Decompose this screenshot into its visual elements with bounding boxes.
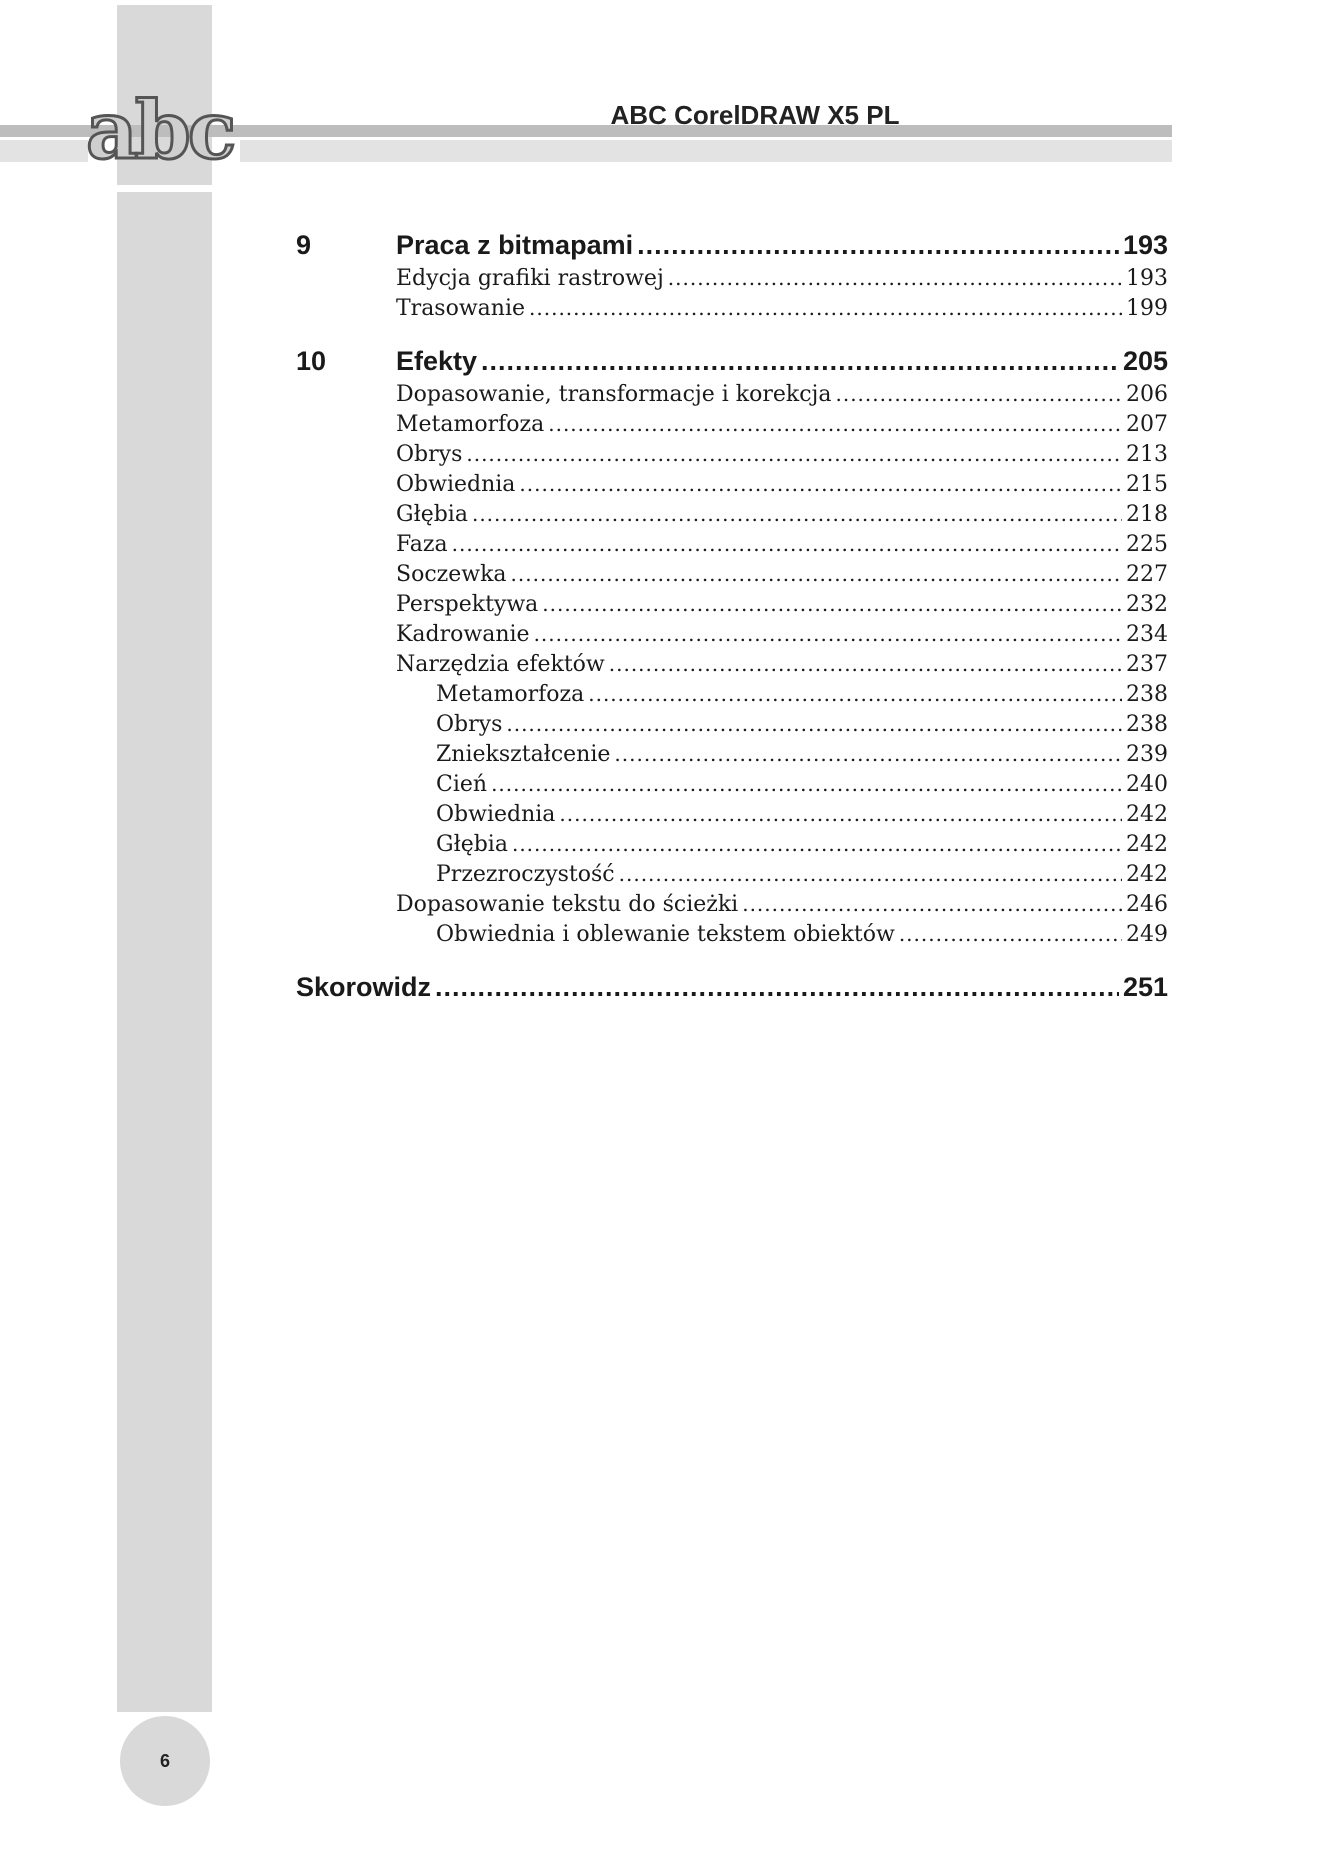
toc-entry bbox=[296, 562, 1168, 592]
toc-entry bbox=[296, 802, 1168, 832]
index-page: 251 bbox=[1122, 972, 1168, 1002]
dot-leader bbox=[466, 442, 1122, 466]
abc-logo: abc bbox=[86, 83, 234, 177]
entry-title: Obrys bbox=[436, 712, 503, 737]
dot-leader bbox=[491, 772, 1122, 796]
dot-leader bbox=[588, 682, 1122, 706]
dot-leader bbox=[534, 622, 1122, 646]
chapter-title: Efekty bbox=[396, 346, 478, 376]
dot-leader bbox=[511, 562, 1122, 586]
entry-title: Obwiednia bbox=[436, 802, 556, 827]
entry-page: 249 bbox=[1126, 922, 1168, 947]
entry-page: 246 bbox=[1126, 892, 1168, 917]
toc-entry bbox=[296, 592, 1168, 622]
chapter-title: Praca z bitmapami bbox=[396, 230, 634, 260]
entry-page: 239 bbox=[1126, 742, 1168, 767]
table-of-contents bbox=[296, 230, 1168, 1008]
toc-entry bbox=[296, 382, 1168, 412]
book-title: ABC CorelDRAW X5 PL bbox=[610, 100, 900, 130]
toc-entry bbox=[296, 502, 1168, 532]
header-rule-light bbox=[240, 140, 1172, 162]
toc-chapter bbox=[296, 346, 1168, 382]
dot-leader bbox=[835, 382, 1122, 406]
entry-title: Zniekształcenie bbox=[436, 742, 611, 767]
dot-leader bbox=[548, 412, 1122, 436]
entry-page: 242 bbox=[1126, 832, 1168, 857]
entry-title: Dopasowanie, transformacje i korekcja bbox=[396, 382, 832, 407]
toc-entry bbox=[296, 742, 1168, 772]
entry-page: 242 bbox=[1126, 862, 1168, 887]
toc-entry bbox=[296, 472, 1168, 502]
chapter-number: 10 bbox=[296, 346, 327, 376]
entry-page: 193 bbox=[1126, 266, 1168, 291]
dot-leader bbox=[559, 802, 1122, 826]
entry-title: Dopasowanie tekstu do ścieżki bbox=[396, 892, 739, 917]
toc-entry bbox=[296, 266, 1168, 296]
dot-leader bbox=[637, 230, 1119, 261]
entry-page: 234 bbox=[1126, 622, 1168, 647]
dot-leader bbox=[481, 346, 1119, 377]
entry-title: Faza bbox=[396, 532, 448, 557]
toc-entry bbox=[296, 412, 1168, 442]
entry-page: 199 bbox=[1126, 296, 1168, 321]
entry-page: 238 bbox=[1126, 712, 1168, 737]
toc-chapter bbox=[296, 230, 1168, 266]
entry-title: Przezroczystość bbox=[436, 862, 615, 887]
toc-entry bbox=[296, 652, 1168, 682]
sidebar-band bbox=[117, 192, 212, 1712]
entry-title: Kadrowanie bbox=[396, 622, 530, 647]
entry-page: 242 bbox=[1126, 802, 1168, 827]
entry-page: 238 bbox=[1126, 682, 1168, 707]
entry-page: 207 bbox=[1126, 412, 1168, 437]
dot-leader bbox=[452, 532, 1122, 556]
dot-leader bbox=[619, 862, 1122, 886]
section-gap bbox=[296, 952, 1168, 972]
entry-title: Metamorfoza bbox=[396, 412, 545, 437]
chapter-page: 205 bbox=[1122, 346, 1168, 376]
dot-leader bbox=[668, 266, 1122, 290]
toc-entry bbox=[296, 712, 1168, 742]
header-rule-light-left bbox=[0, 140, 88, 162]
chapter-page: 193 bbox=[1122, 230, 1168, 260]
toc-entry bbox=[296, 772, 1168, 802]
dot-leader bbox=[614, 742, 1122, 766]
entry-title: Obwiednia bbox=[396, 472, 516, 497]
toc-entry bbox=[296, 832, 1168, 862]
toc-entry bbox=[296, 892, 1168, 922]
entry-title: Metamorfoza bbox=[436, 682, 585, 707]
page-number: 6 bbox=[120, 1716, 210, 1806]
dot-leader bbox=[435, 972, 1119, 1003]
entry-page: 237 bbox=[1126, 652, 1168, 677]
entry-title: Głębia bbox=[436, 832, 508, 857]
entry-page: 213 bbox=[1126, 442, 1168, 467]
entry-page: 225 bbox=[1126, 532, 1168, 557]
index-title: Skorowidz bbox=[296, 972, 432, 1002]
dot-leader bbox=[506, 712, 1122, 736]
entry-page: 232 bbox=[1126, 592, 1168, 617]
toc-entry bbox=[296, 296, 1168, 326]
entry-title: Perspektywa bbox=[396, 592, 539, 617]
entry-title: Obrys bbox=[396, 442, 463, 467]
dot-leader bbox=[609, 652, 1122, 676]
entry-title: Narzędzia efektów bbox=[396, 652, 605, 677]
toc-entry bbox=[296, 862, 1168, 892]
entry-page: 227 bbox=[1126, 562, 1168, 587]
dot-leader bbox=[519, 472, 1122, 496]
dot-leader bbox=[512, 832, 1122, 856]
entry-title: Edycja grafiki rastrowej bbox=[396, 266, 664, 291]
toc-entry bbox=[296, 532, 1168, 562]
dot-leader bbox=[899, 922, 1122, 946]
entry-title: Głębia bbox=[396, 502, 468, 527]
entry-page: 206 bbox=[1126, 382, 1168, 407]
toc-index bbox=[296, 972, 1168, 1008]
dot-leader bbox=[472, 502, 1122, 526]
dot-leader bbox=[529, 296, 1122, 320]
toc-entry bbox=[296, 442, 1168, 472]
entry-page: 215 bbox=[1126, 472, 1168, 497]
toc-entry bbox=[296, 622, 1168, 652]
entry-page: 218 bbox=[1126, 502, 1168, 527]
entry-title: Soczewka bbox=[396, 562, 507, 587]
entry-title: Trasowanie bbox=[396, 296, 526, 321]
section-gap bbox=[296, 326, 1168, 346]
toc-entry bbox=[296, 682, 1168, 712]
entry-title: Obwiednia i oblewanie tekstem obiektów bbox=[436, 922, 895, 947]
toc-entry bbox=[296, 922, 1168, 952]
entry-title: Cień bbox=[436, 772, 488, 797]
dot-leader bbox=[742, 892, 1122, 916]
dot-leader bbox=[542, 592, 1122, 616]
chapter-number: 9 bbox=[296, 230, 312, 260]
entry-page: 240 bbox=[1126, 772, 1168, 797]
